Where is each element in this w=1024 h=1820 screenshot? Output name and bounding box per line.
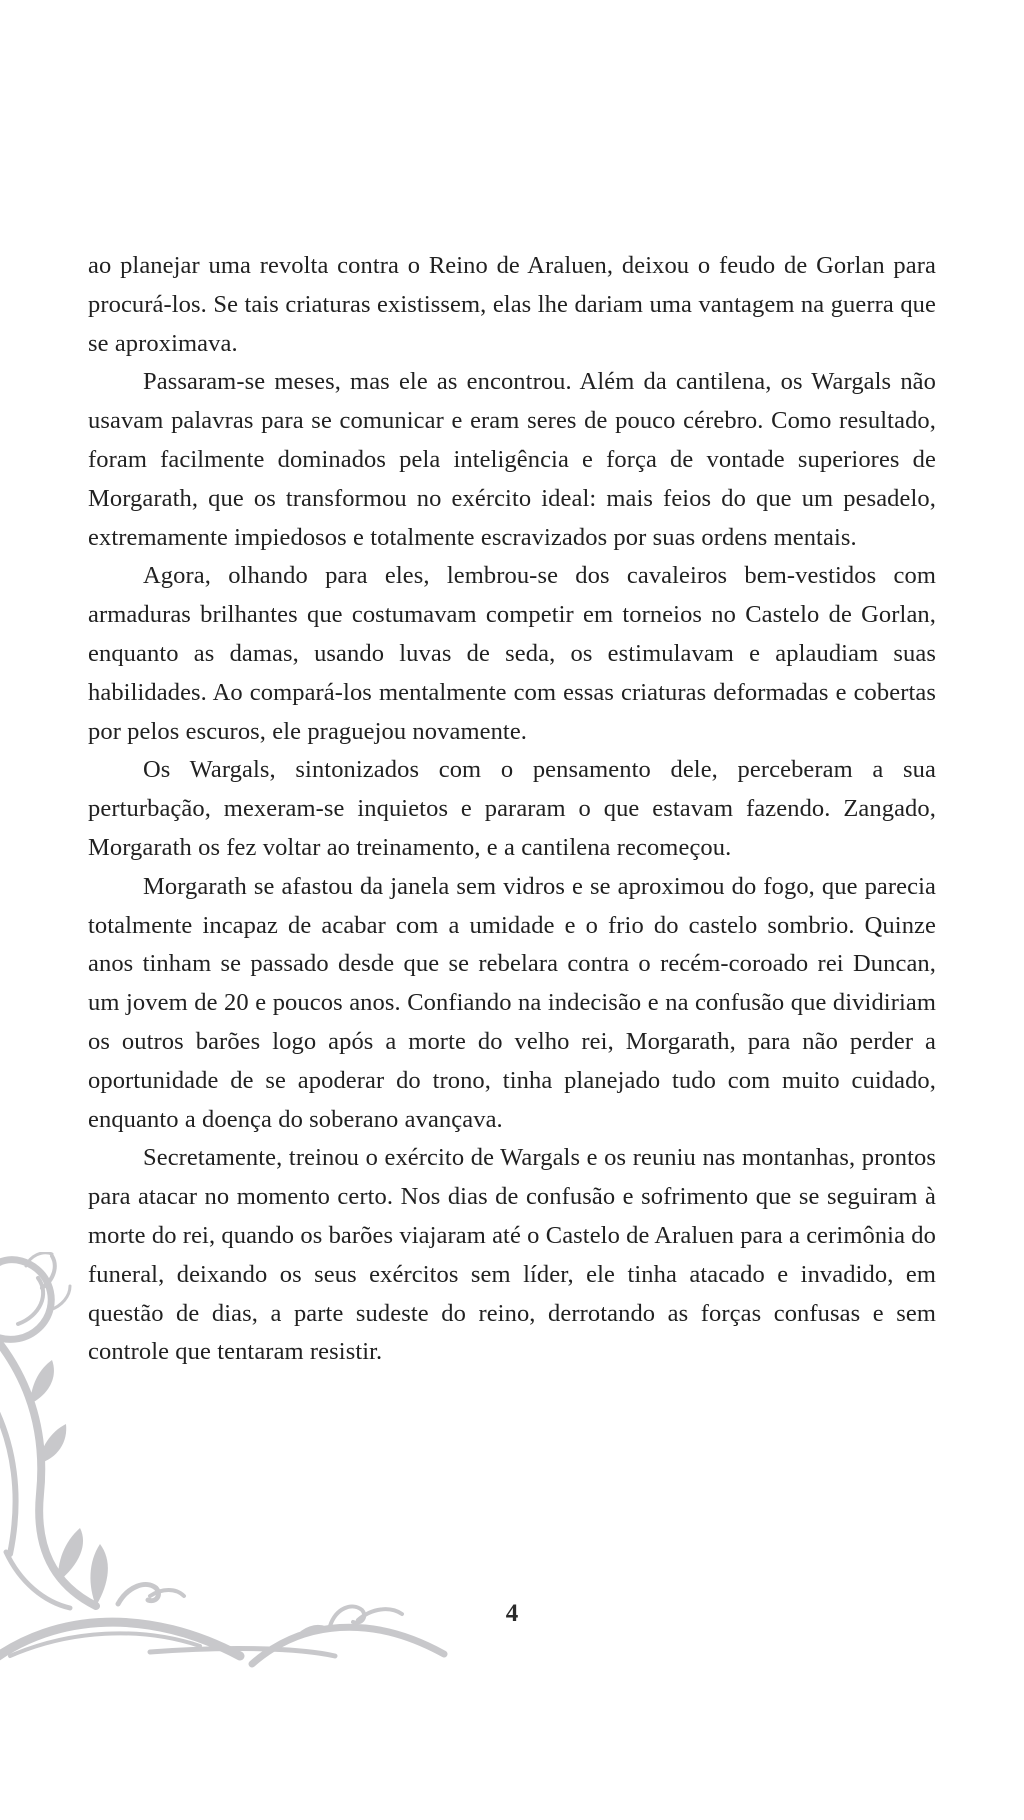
paragraph: Secretamente, treinou o exército de Wargals e os reuniu nas montanhas, prontos para atacar no momento certo. Nos dias de confusão e sofrimento que se seguiram à morte do rei, quando os barões viajaram até o Castelo de Araluen para a cerimônia do funeral, deixando os seus exércitos sem líder, ele tinha atacado e invadido, em questão de dias, a parte sudeste do reino, derrotando as forças confusas e sem controle que tentaram resistir. bbox=[88, 1144, 936, 1366]
paragraph: ao planejar uma revolta contra o Reino de Araluen, deixou o feudo de Gorlan para procurá-los. Se tais criaturas existissem, elas lhe dariam uma vantagem na guerra que se aproximava. bbox=[88, 252, 936, 357]
paragraph: Passaram-se meses, mas ele as encontrou. Além da cantilena, os Wargals não usavam palavras para se comunicar e eram seres de pouco cérebro. Como resultado, foram facilmente dominados pela inteligência e força de vontade superiores de Morgarath, que os transformou no exército ideal: mais feios do que um pesadelo, extremamente impiedosos e totalmente escravizados por suas ordens mentais. bbox=[88, 368, 936, 551]
paragraph: Os Wargals, sintonizados com o pensamento dele, perceberam a sua perturbação, mexeram-se inquietos e pararam o que estavam fazendo. Zangado, Morgarath os fez voltar ao treinamento, e a cantilena recomeçou. bbox=[88, 756, 936, 861]
page-number: 4 bbox=[505, 1600, 519, 1627]
paragraph: Agora, olhando para eles, lembrou-se dos cavaleiros bem-vestidos com armaduras brilhantes que costumavam competir em torneios no Castelo de Gorlan, enquanto as damas, usando luvas de seda, os estimulavam e aplaudiam suas habilidades. Ao compará-los mentalmente com essas criaturas deformadas e cobertas por pelos escuros, ele praguejou novamente. bbox=[88, 562, 936, 745]
page-text bbox=[88, 247, 936, 1372]
paragraph: Morgarath se afastou da janela sem vidros e se aproximou do fogo, que parecia totalmente incapaz de acabar com a umidade e o frio do castelo sombrio. Quinze anos tinham se passado desde que se rebelara contra o recém-coroado rei Duncan, um jovem de 20 e poucos anos. Confiando na indecisão e na confusão que dividiriam os outros barões logo após a morte do velho rei, Morgarath, para não perder a oportunidade de se apoderar do trono, tinha planejado tudo com muito cuidado, enquanto a doença do soberano avançava. bbox=[88, 872, 936, 1133]
